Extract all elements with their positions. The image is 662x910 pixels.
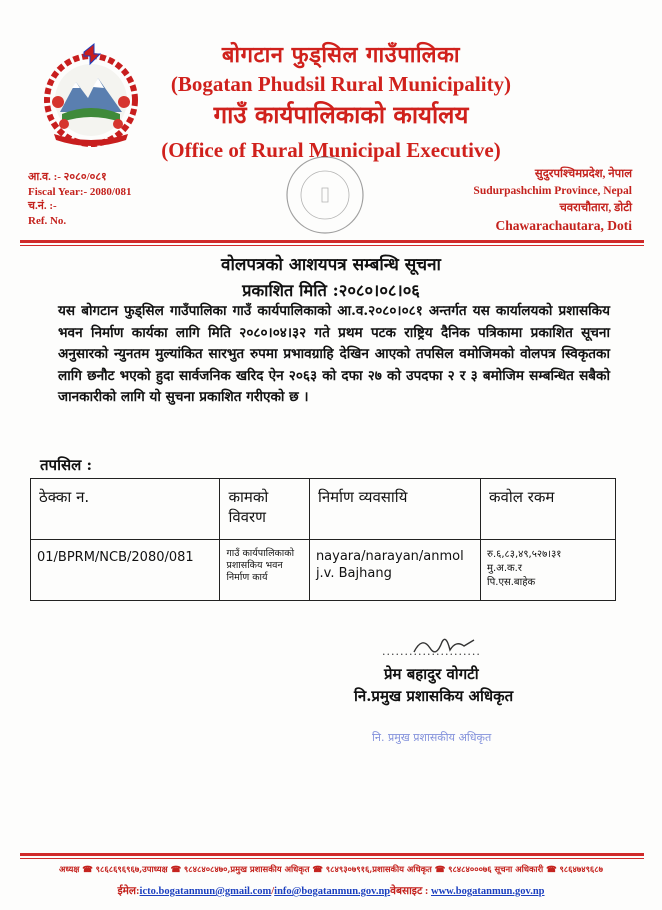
col-contractor: निर्माण व्यवसायि <box>309 479 480 540</box>
office-seal-icon <box>262 150 388 240</box>
cell-contract-no: 01/BPRM/NCB/2080/081 <box>31 540 220 601</box>
notice-body: यस बोगटान फुड्सिल गाउँपालिका गाउँ कार्यपालिकाको आ.व.२०८०।०८१ अन्तर्गत यस कार्यालयको प्रशासकिय भवन निर्माण कार्यका लागि मिति २०८०।०४।३२ गते प्रथम पटक राष्ट्रिय दैनिक पत्रिकामा प्रकाशित सूचना अनुसारको न्युनतम मुल्यांकित सारभुत रुपमा प्रभावग्राहि देखिन आएको तपसिल वमोजिमको वोलपत्र स्विकृतका लागि छनौट भएको हुदा सार्वजनिक खरिद ऐन २०६३ को दफा २७ को उपदफा २ र ३ बमोजिम सम्बन्धित सबैको जानकारीको लागि यो सुचना प्रकाशित गरीएको छ । <box>58 303 610 406</box>
office-name-np: गाउँ कार्यपालिकाको कार्यालय <box>213 100 469 129</box>
col-description: कामको विवरण <box>220 479 309 540</box>
signature-line: ...................... <box>382 645 481 658</box>
table-header-row <box>31 479 616 540</box>
footer-divider-thin <box>20 858 644 859</box>
cell-contractor: nayara/narayan/anmol j.v. Bajhang <box>309 540 480 601</box>
published-date: प्रकाशित मिति :२०८०।०८।०६ <box>242 281 420 300</box>
place-en: Chawarachautara, Doti <box>495 218 632 233</box>
footer-divider <box>20 853 644 856</box>
office-name-en: (Office of Rural Municipal Executive) <box>161 138 501 162</box>
amount-vat-note: मु.अ.क.र <box>487 563 522 574</box>
col-contract-no: ठेक्का न. <box>31 479 220 540</box>
ref-no-en: Ref. No. <box>28 214 67 227</box>
bid-table <box>30 478 616 601</box>
email-link-info[interactable]: info@bogatanmun.gov.np <box>274 886 391 897</box>
signatory-title: नि.प्रमुख प्रशासकिय अधिकृत <box>354 687 514 705</box>
fiscal-ref-block <box>28 170 131 228</box>
col-amount: कवोल रकम <box>481 479 616 540</box>
amount-ps-note: पि.एस.बाहेक <box>487 577 536 588</box>
cell-description: गाउँ कार्यपालिकाको प्रशासकिय भवन निर्माण कार्य <box>220 540 309 601</box>
notice-title: वोलपत्रको आशयपत्र सम्बन्धि सूचना <box>221 255 441 275</box>
footer-contacts: ईमेल:icto.bogatanmun@gmail.com/info@bogatanmun.gov.npवेबसाइट : www.bogatanmun.gov.np <box>117 886 545 897</box>
municipality-name-np: बोगटान फुड्सिल गाउँपालिका <box>221 42 461 68</box>
table-row <box>31 540 616 601</box>
letterhead <box>130 40 552 132</box>
fiscal-year-np: आ.व. :- २०८०/०८१ <box>28 171 107 183</box>
signatory-name: प्रेम बहादुर वोगटी <box>384 665 479 683</box>
province-np: सुदुरपश्चिमप्रदेश, नेपाल <box>534 168 632 180</box>
fiscal-year-en: Fiscal Year:- 2080/081 <box>28 185 132 198</box>
stamp-impression: नि. प्रमुख प्रशासकीय अधिकृत <box>372 731 492 744</box>
schedule-label: तपसिल : <box>40 456 93 474</box>
place-np: चवराचौतारा, डोटी <box>559 202 632 214</box>
amount-value: रु.६,८३,४९,५२७।३१ <box>487 549 562 560</box>
email-link-icto[interactable]: icto.bogatanmun@gmail.com <box>139 886 272 897</box>
cell-amount <box>481 540 616 601</box>
address-block <box>473 166 632 234</box>
municipality-name-en: (Bogatan Phudsil Rural Municipality) <box>170 72 512 96</box>
ref-no-np: च.नं. :- <box>28 200 57 212</box>
province-en: Sudurpashchim Province, Nepal <box>473 185 632 197</box>
footer-phones: अध्यक्ष ☎ ९८६८६९६९६७,उपाध्यक्ष ☎ ९८४८४०८४७०,प्रमुख प्रशासकीय अधिकृत ☎ ९८४९३०७९१६,प्रशासकीय अधिकृत ☎ ९८४८४०००७६ सूचना अधिकारी ☎ ९८६४७४९६८७ <box>58 864 603 874</box>
header-divider <box>20 240 644 243</box>
website-label: वेबसाइट : <box>390 886 429 897</box>
header-divider-thin <box>20 245 644 246</box>
website-link[interactable]: www.bogatanmun.gov.np <box>431 886 545 897</box>
email-label: ईमेल: <box>117 886 140 897</box>
